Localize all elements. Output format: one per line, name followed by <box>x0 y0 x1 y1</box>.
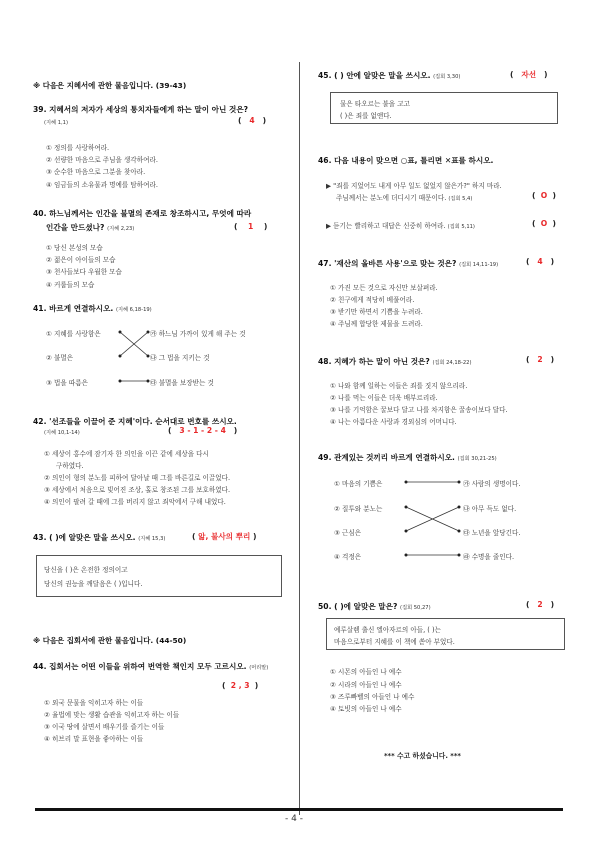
q43-answer-value: 앎, 불사의 뿌리 <box>198 532 251 541</box>
q47-option-2: ② 친구에게 적당히 베풀어라. <box>330 296 415 304</box>
q46-item1-line2: 주님께서는 분노에 더디시기 때문이다. (집회 5,4) <box>336 194 473 202</box>
q48-answer-value: 2 <box>537 355 543 364</box>
q46-item2-answer-value: O <box>540 219 548 228</box>
q42-answer-value: 3 - 1 - 2 - 4 <box>179 426 226 435</box>
q49-left-4: ④ 걱정은 <box>334 553 362 561</box>
q49-right-4: ㉱ 수명을 줄인다. <box>463 553 515 561</box>
footer-rule <box>35 808 563 811</box>
q45-box-line-2: ( )은 죄를 없앤다. <box>340 112 392 120</box>
q41-right-2: ㉯ 그 법을 지키는 것 <box>150 354 210 362</box>
q46-item1-answer: ( O ) <box>532 191 556 200</box>
q50-ref: (집회 50,27) <box>400 605 431 611</box>
q41-ref: (지혜 6,18-19) <box>115 307 152 313</box>
q43-title: 43. ( )에 알맞은 말을 쓰시오. (지혜 15,3) <box>33 533 166 542</box>
section2-header: ※ 다음은 집회서에 관한 물음입니다. (44-50) <box>33 636 187 645</box>
q43-answer: ( 앎, 불사의 뿌리 ) <box>192 532 257 541</box>
q50-option-3: ③ 즈루빠벨의 아들인 나 예수 <box>330 693 415 701</box>
q46-item1-ref: (집회 5,4) <box>448 196 473 202</box>
q42-line-4: ④ 의인이 팔려 갈 때에 그를 버리지 않고 죄악에서 구해 내었다. <box>44 498 226 506</box>
q42-line-1b: 구하였다. <box>56 462 84 470</box>
q44-option-1: ① 외국 문물을 익히고자 하는 이들 <box>44 699 144 707</box>
q39-option-1: ① 정의를 사랑하여라. <box>46 144 110 152</box>
q39-option-2: ② 선량한 마음으로 주님을 생각하여라. <box>46 156 158 164</box>
q50-answer-value: 2 <box>537 600 543 609</box>
q47-title: 47. '재산의 올바른 사용'으로 맞는 것은? (집회 14,11-19) <box>318 259 499 268</box>
q40-title-line1: 40. 하느님께서는 인간을 불멸의 존재로 창조하시고, 무엇에 따라 <box>33 209 252 218</box>
q42-title: 42. '선조들을 이끌어 준 지혜'이다. 순서대로 번호를 쓰시오. <box>33 417 237 426</box>
q39-answer: ( 4 ) <box>238 116 267 125</box>
q40-option-1: ① 당신 본성의 모습 <box>46 244 103 252</box>
q46-item2-answer: ( O ) <box>532 219 556 228</box>
q47-option-4: ④ 주님께 합당한 제물을 드려라. <box>330 320 423 328</box>
q50-option-1: ① 시몬의 아들인 나 예수 <box>330 668 402 676</box>
q45-box-line-1: 물은 타오르는 불을 고고 <box>340 100 410 108</box>
q39-answer-value: 4 <box>249 116 255 125</box>
q50-box-line-2: 마음으로부터 지혜를 이 책에 쏟아 부었다. <box>334 638 455 646</box>
q47-answer-value: 4 <box>537 257 543 266</box>
q50-option-2: ② 시라의 아들인 나 예수 <box>330 681 402 689</box>
q50-answer: ( 2 ) <box>526 600 555 609</box>
q42-line-1: ① 세상이 홍수에 잠기자 한 의인을 이끈 같에 세상을 다시 <box>44 450 209 458</box>
q44-ref: (머리말) <box>249 665 269 671</box>
q41-left-1: ① 지혜를 사랑함은 <box>46 330 101 338</box>
q44-option-3: ③ 이국 땅에 살면서 배우기를 즐기는 이들 <box>44 723 165 731</box>
q46-item2: ▶ 듣기는 빨리하고 대답은 신중히 하여라. (집회 5,11) <box>326 222 475 230</box>
q50-box-line-1: 예루살렘 출신 엘아자르의 아들, ( )는 <box>334 626 441 634</box>
q39-option-3: ③ 순수한 마음으로 그분을 찾아라. <box>46 168 146 176</box>
q47-ref: (집회 14,11-19) <box>459 262 499 268</box>
q45-ref: (집회 3,30) <box>433 74 461 80</box>
q44-title: 44. 집회서는 어떤 이들을 위하여 번역한 책인지 모두 고르시오. (머리말) <box>33 662 269 671</box>
closing-message: *** 수고 하셨습니다. *** <box>384 752 461 760</box>
q48-option-4: ④ 나는 아름다운 사랑과 경외심의 어머니다. <box>330 418 457 426</box>
section1-header: ※ 다음은 지혜서에 관한 물음입니다. (39-43) <box>33 81 187 90</box>
q41-left-2: ② 불멸은 <box>46 354 74 362</box>
q42-line-2: ② 의인이 형의 분노를 피하여 달아날 때 그를 바른길로 이끌었다. <box>44 474 231 482</box>
q39-ref: (지혜 1,1) <box>44 120 68 126</box>
q44-option-4: ④ 히브리 말 표현을 좋아하는 이들 <box>44 735 144 743</box>
q44-answer-value: 2 , 3 <box>230 681 250 690</box>
q47-answer: ( 4 ) <box>526 257 555 266</box>
q46-item1-line1: ▶ "죄를 지었어도 내게 아무 일도 없었지 않은가?" 하지 마라. <box>326 182 502 190</box>
q49-left-3: ③ 근심은 <box>334 529 362 537</box>
q41-right-3: ㉰ 불멸을 보장받는 것 <box>150 379 214 387</box>
q45-answer-value: 자선 <box>521 70 537 79</box>
q39-option-4: ④ 임금들의 소유물과 명예를 탐하여라. <box>46 181 158 189</box>
q40-title-line2: 인간을 만드셨나? (지혜 2,23) <box>46 223 135 232</box>
q48-title: 48. 지혜가 하는 말이 아닌 것은? (집회 24,18-22) <box>318 357 472 366</box>
q41-right-1: ㉮ 하느님 가까이 있게 해 주는 것 <box>150 330 246 338</box>
q49-left-1: ① 마음의 기쁨은 <box>334 480 383 488</box>
q40-option-4: ④ 커룹들의 모습 <box>46 281 95 289</box>
q43-box-line-2: 당신의 권능을 깨달음은 ( )입니다. <box>44 580 143 588</box>
q49-title: 49. 관계있는 것끼리 바르게 연결하시오. (집회 30,21-25) <box>318 453 497 462</box>
q46-title: 46. 다음 내용이 맞으면 ○표, 틀리면 ✕표를 하시오. <box>318 156 494 165</box>
q48-answer: ( 2 ) <box>526 355 555 364</box>
q44-answer: ( 2 , 3 ) <box>222 681 259 690</box>
q46-item1-answer-value: O <box>540 191 548 200</box>
q48-option-3: ③ 나를 기억함은 꿀보다 달고 나를 차지함은 꿀송이보다 달다. <box>330 406 508 414</box>
q46-item2-ref: (집회 5,11) <box>447 224 475 230</box>
q42-line-3: ③ 세상에서 처음으로 빚어진 조상, 홀로 창조된 그를 보호하였다. <box>44 486 231 494</box>
q50-title: 50. ( )에 알맞은 말은? (집회 50,27) <box>318 602 431 611</box>
q48-option-1: ① 나와 함께 일하는 이들은 죄를 짓지 않으리라. <box>330 382 468 390</box>
q42-answer: ( 3 - 1 - 2 - 4 ) <box>168 426 238 435</box>
q49-right-2: ㉯ 아무 득도 없다. <box>463 505 517 513</box>
q47-option-1: ① 가진 모든 것으로 자신만 보살펴라. <box>330 284 438 292</box>
q40-answer-value: 1 <box>248 222 254 231</box>
q43-ref: (지혜 15,3) <box>138 536 166 542</box>
q45-answer: ( 자선 ) <box>510 70 548 79</box>
q41-title: 41. 바르게 연결하시오. (지혜 6,18-19) <box>33 304 152 313</box>
q48-ref: (집회 24,18-22) <box>432 360 472 366</box>
q44-option-2: ② 율법에 맞는 생활 습관을 익히고자 하는 이들 <box>44 711 180 719</box>
q50-option-4: ④ 토빗의 아들인 나 예수 <box>330 705 402 713</box>
page-number: - 4 - <box>285 814 303 824</box>
q49-ref: (집회 30,21-25) <box>457 456 497 462</box>
q42-ref: (지혜 10,1-14) <box>44 430 80 436</box>
q49-right-1: ㉮ 사람의 생명이다. <box>463 480 521 488</box>
q40-answer: ( 1 ) <box>234 222 268 231</box>
q40-option-3: ③ 천사들보다 우월한 모습 <box>46 268 122 276</box>
q43-box-line-1: 당신을 ( )은 온전한 정의이고 <box>44 566 128 574</box>
q49-right-3: ㉰ 노년을 앞당긴다. <box>463 529 521 537</box>
q40-ref: (지혜 2,23) <box>107 226 135 232</box>
q45-title: 45. ( ) 안에 알맞은 말을 쓰시오. (집회 3,30) <box>318 71 461 80</box>
q48-option-2: ② 나를 먹는 이들은 더욱 배부르리라. <box>330 394 438 402</box>
q47-option-3: ③ 받기만 하면서 기쁨을 누려라. <box>330 308 423 316</box>
q49-left-2: ② 질투와 분노는 <box>334 505 383 513</box>
q41-left-3: ③ 법을 따름은 <box>46 379 88 387</box>
q40-option-2: ② 젊은이 아이들의 모습 <box>46 256 116 264</box>
q39-title: 39. 지혜서의 저자가 세상의 통치자들에게 하는 말이 아닌 것은? <box>33 105 249 114</box>
